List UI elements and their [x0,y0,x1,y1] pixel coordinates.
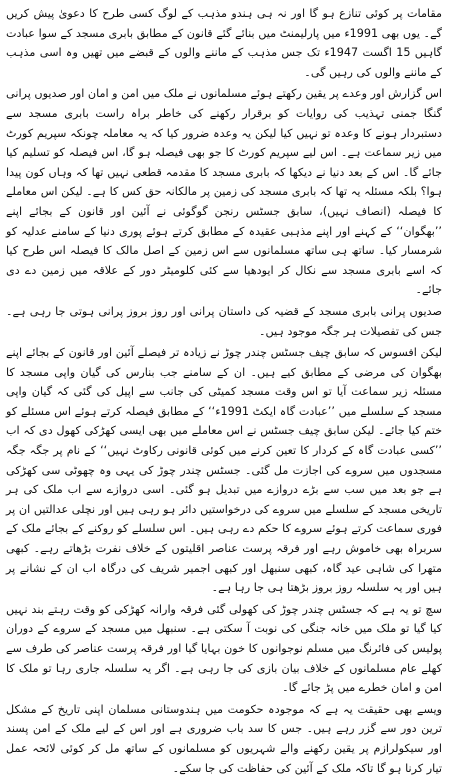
article-paragraph: سچ تو یہ ہے کہ جسٹس چندر چوڑ کی کھولی گئی فرقہ وارانہ کھڑکی کو وقت رہتے بند نہیں کیا گیا تو ملک میں خانہ جنگی کی نوبت آ سکتی ہے۔ سنبھل میں مسجد کے سروے کے دوران پولیس کی فائرنگ میں مسلم نوجوانوں کا خون بہایا گیا اور فرقہ پرست عناصر کی طرف سے کھلے عام مسلمانوں کے خلاف بیان بازی کی جا رہی ہے۔ اگر یہ سلسلہ جاری رہا تو ملک کا امن و امان خطرے میں پڑ جائے گا۔ [6,602,442,695]
article-paragraph: لیکن افسوس کہ سابق چیف جسٹس چندر چوڑ نے زیادہ تر فیصلے آئین اور قانون کے بجائے اپنے بھگوان کی مرضی کے مطابق کیے ہیں۔ ان کے سامنے جب بنارس کی گیان واپی مسجد کا مسئلہ زیر سماعت آیا تو اس وقت مسجد کمیٹی کی جانب سے اپیل کی گئی کہ گیان واپی مسجد کے سلسلے میں ’’عبادت گاہ ایکٹ 1991ء‘‘ کے مطابق فیصلہ کرتے ہوئے اس مسئلے کو ختم کیا جائے۔ لیکن سابق چیف جسٹس نے اس معاملے میں بھی ایسی کھڑکی کھول دی کہ اب ’’کسی عبادت گاہ کے کردار کا تعین کرنے میں کوئی قانونی رکاوٹ نہیں‘‘ کے نام پر جگہ جگہ مسجدوں میں سروے کی اجازت مل گئی۔ جسٹس چندر چوڑ کی یہی وہ چھوٹی سی کھڑکی ہے جو بعد میں سب سے بڑے دروازے میں تبدیل ہو گئی۔ اسی دروازے سے اب ملک کی ہر تاریخی مسجد کے سلسلے میں سروے کی درخواستیں دائر ہو رہی ہیں اور نچلی عدالتیں ان پر فوری سماعت کرتے ہوئے سروے کا حکم دے رہی ہیں۔ اس سلسلے کو روکنے کے بجائے ملک کے سربراہ بھی خاموش رہے اور فرقہ پرست عناصر اقلیتوں کے خلاف نفرت بڑھاتے رہے۔ کبھی متھرا کی شاہی عید گاہ، کبھی سنبھل اور کبھی اجمیر شریف کی درگاہ اب ان کے نشانے پر ہیں اور یہ سلسلہ روز بروز بڑھتا ہی جا رہا ہے۔ [6,346,442,595]
article-paragraph: ویسے بھی حقیقت یہ ہے کہ موجودہ حکومت میں ہندوستانی مسلمان اپنی تاریخ کے مشکل ترین دور سے گزر رہے ہیں۔ جس کا سد باب ضروری ہے اور اس کے لیے ملک کے امن پسند اور سیکولرازم پر یقین رکھنے والے شہریوں کو مسلمانوں کے ساتھ مل کر کوئی لائحہ عمل تیار کرنا ہو گا تاکہ ملک کے آئین کی حفاظت کی جا سکے۔ [6,702,442,775]
article-paragraph: مقامات پر کوئی تنازع ہو گا اور نہ ہی ہندو مذہب کے لوگ کسی طرح کا دعویٰ پیش کریں گے۔ یوں بھی 1991ء میں پارلیمنٹ میں بنائے گئے قانون کے مطابق بابری مسجد کے سوا عبادت گاہیں 15 اگست 1947ء تک جس مذہب کے ماننے والوں کے قبضے میں تھیں وہ اسی مذہب کے ماننے والوں کی رہیں گی۔ [6,7,442,79]
article-paragraph: اس گزارش اور وعدے پر یقین رکھتے ہوئے مسلمانوں نے ملک میں امن و امان اور صدیوں پرانی گنگا جمنی تہذیب کی روایات کو برقرار رکھنے کی خاطر براہ راست بابری مسجد سے دستبردار ہونے کا وعدہ تو نہیں کیا لیکن یہ وعدہ ضرور کیا کہ یہ معاملہ چونکہ سپریم کورٹ میں زیر سماعت ہے۔ اس لیے سپریم کورٹ کا جو بھی فیصلہ ہو گا، اس فیصلہ کو تسلیم کیا جائے گا۔ اس کے بعد دنیا نے دیکھا کہ بابری مسجد کا مقدمہ قطعی نہیں تھا کہ وہاں کون پیدا ہوا؟ بلکہ مسئلہ یہ تھا کہ بابری مسجد کی زمین پر مالکانہ حق کس کا ہے۔ لیکن اس معاملے کا فیصلہ (انصاف نہیں)، سابق جسٹس رنجن گوگوئی نے آئین اور قانون کے بجائے اپنے ’’بھگوان‘‘ کے کہنے اور اپنے مذہبی عقیدہ کے مطابق کرتے ہوئے پوری دنیا کے سامنے عدلیہ کو شرمسار کیا۔ ساتھ ہی ساتھ مسلمانوں سے اس زمین کے اصل مالک کا فیصلہ اس طرح کیا کہ اسے بابری مسجد سے نکال کر ایودھیا سے کئی کلومیٹر دور کے علاقہ میں زمین دے دی جائے۔ [6,87,442,297]
article-paragraph: صدیوں پرانی بابری مسجد کے قضیہ کی داستان پرانی اور روز بروز پرانی ہوتی جا رہی ہے۔ جس کی تفصیلات ہر جگہ موجود ہیں۔ [6,304,442,338]
